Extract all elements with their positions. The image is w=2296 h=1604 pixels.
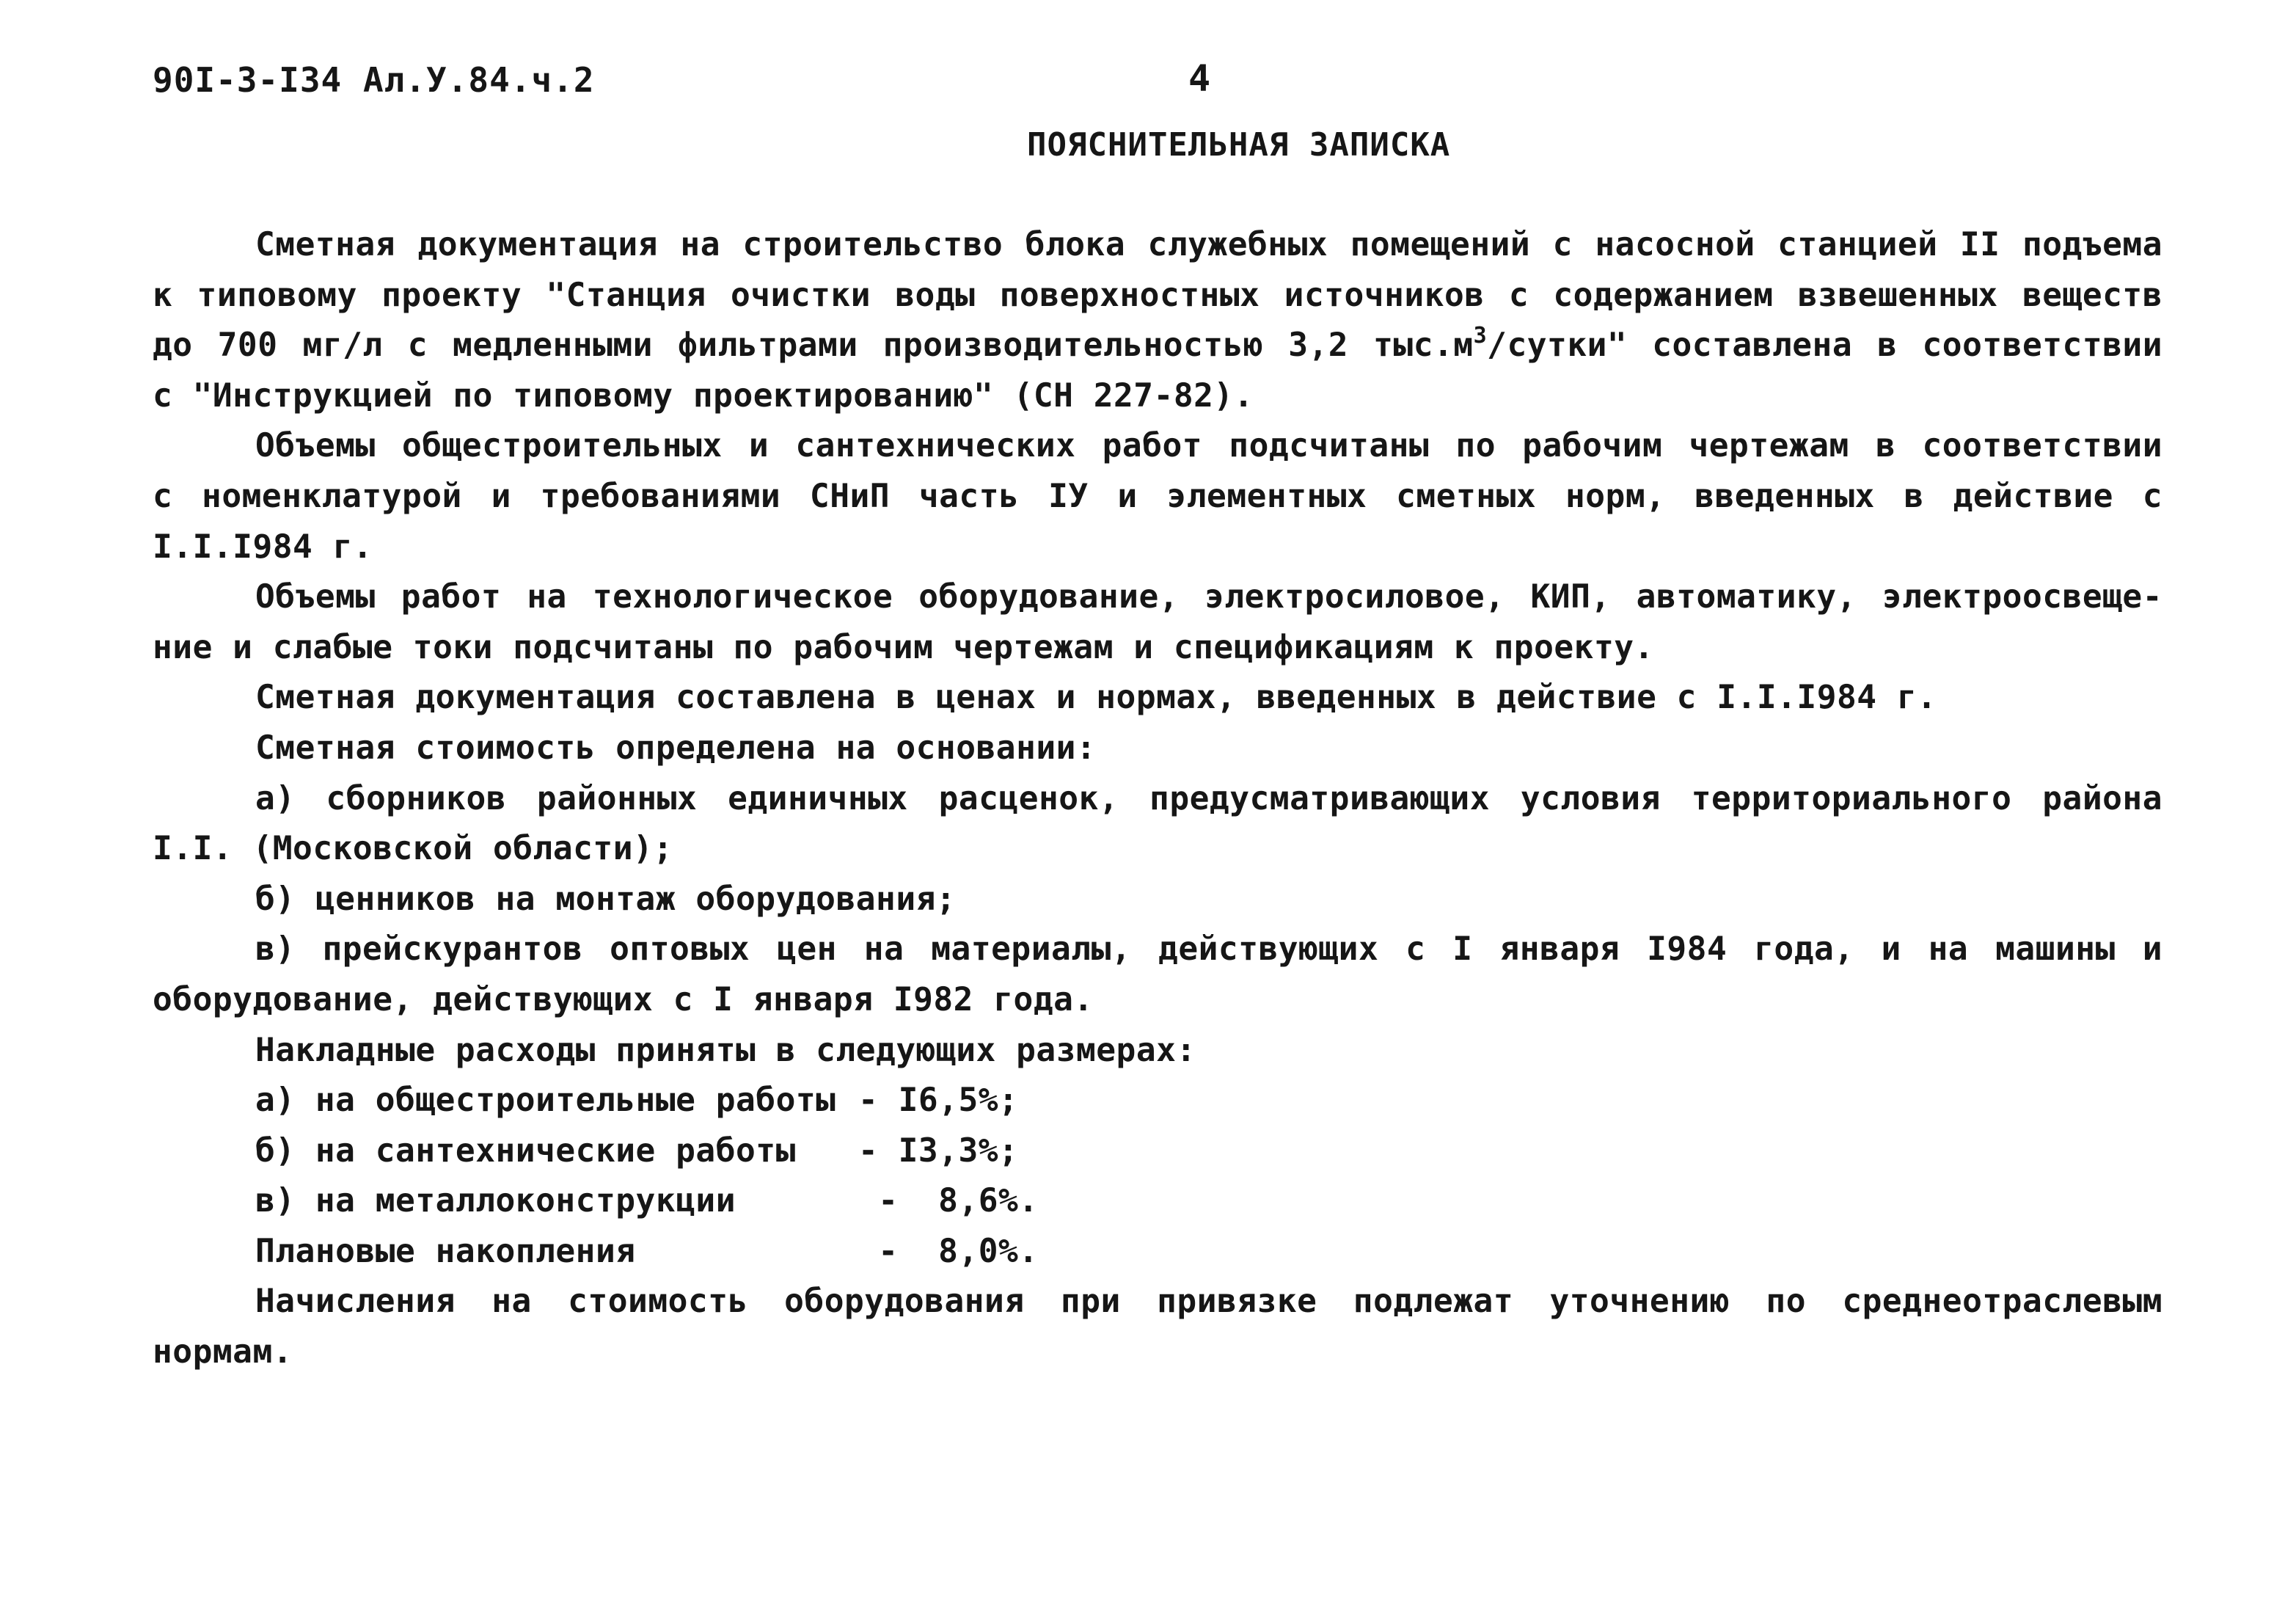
text-line: нормам. <box>153 1333 293 1371</box>
text-line: к типовому проекту "Станция очистки воды поверхностных источников с содержанием взвешенных веществ <box>153 276 2162 314</box>
rate-label: б) на сантехнические работы <box>255 1131 836 1170</box>
rate-label: Плановые накопления <box>255 1232 836 1270</box>
text-line: Объемы общестроительных и сантехнических работ подсчитаны по рабочим чертежам в соответствии <box>255 427 2162 465</box>
text-line <box>153 321 2162 371</box>
text-line: Начисления на стоимость оборудования при привязке подлежат уточнению по среднеотраслевым <box>255 1283 2162 1321</box>
rate-label: в) на металлоконструкции <box>255 1182 836 1220</box>
text-line: I.I. (Московской области); <box>153 830 673 868</box>
text-segment: до 700 мг/л с медленными фильтрами производительностью 3,2 тыс.м <box>153 327 1474 365</box>
page-number: 4 <box>1188 57 1211 100</box>
rate-row <box>153 1176 2162 1227</box>
rate-value: - I6,5%; <box>858 1082 1019 1120</box>
text-line: Сметная стоимость определена на основании: <box>255 729 1097 767</box>
text-line: Сметная документация на строительство блока служебных помещений с насосной станцией II подъема <box>255 226 2162 263</box>
rate-label: а) на общестроительные работы <box>255 1082 836 1120</box>
text-line: а) сборников районных единичных расценок, предусматривающих условия территориального района <box>255 779 2162 817</box>
document-code: 90I-3-I34 Ал.У.84.ч.2 <box>153 60 595 100</box>
text-line: в) прейскурантов оптовых цен на материалы, действующих с I января I984 года, и на машины и <box>255 930 2162 969</box>
text-line: Накладные расходы приняты в следующих размерах: <box>255 1031 1196 1069</box>
rate-row <box>153 1076 2162 1126</box>
text-line: Сметная документация составлена в ценах и нормах, введенных в действие с I.I.I984 г. <box>255 679 1937 717</box>
text-line: с "Инструкцией по типовому проектированию" (СН 227-82). <box>153 376 1254 415</box>
rate-value: - 8,6%. <box>858 1182 1039 1220</box>
rate-row <box>153 1227 2162 1277</box>
rate-value: - I3,3%; <box>858 1131 1019 1170</box>
superscript: 3 <box>1473 323 1488 349</box>
text-segment: /сутки" составлена в соответствии <box>1487 327 2162 365</box>
document-body <box>153 220 2162 1378</box>
text-line: I.I.I984 г. <box>153 528 373 566</box>
text-line: Объемы работ на технологическое оборудование, электросиловое, КИП, автоматику, электроосвеще- <box>255 578 2162 616</box>
text-line: ние и слабые токи подсчитаны по рабочим чертежам и спецификациям к проекту. <box>153 628 1654 666</box>
text-line: с номенклатурой и требованиями СНиП часть IУ и элементных сметных норм, введенных в действие с <box>153 477 2162 515</box>
text-line: б) ценников на монтаж оборудования; <box>255 880 957 918</box>
document-title: ПОЯСНИТЕЛЬНАЯ ЗАПИСКА <box>1027 126 1451 164</box>
rate-value: - 8,0%. <box>858 1232 1039 1270</box>
text-line: оборудование, действующих с I января I982 года. <box>153 980 1094 1018</box>
rate-row <box>153 1126 2162 1177</box>
